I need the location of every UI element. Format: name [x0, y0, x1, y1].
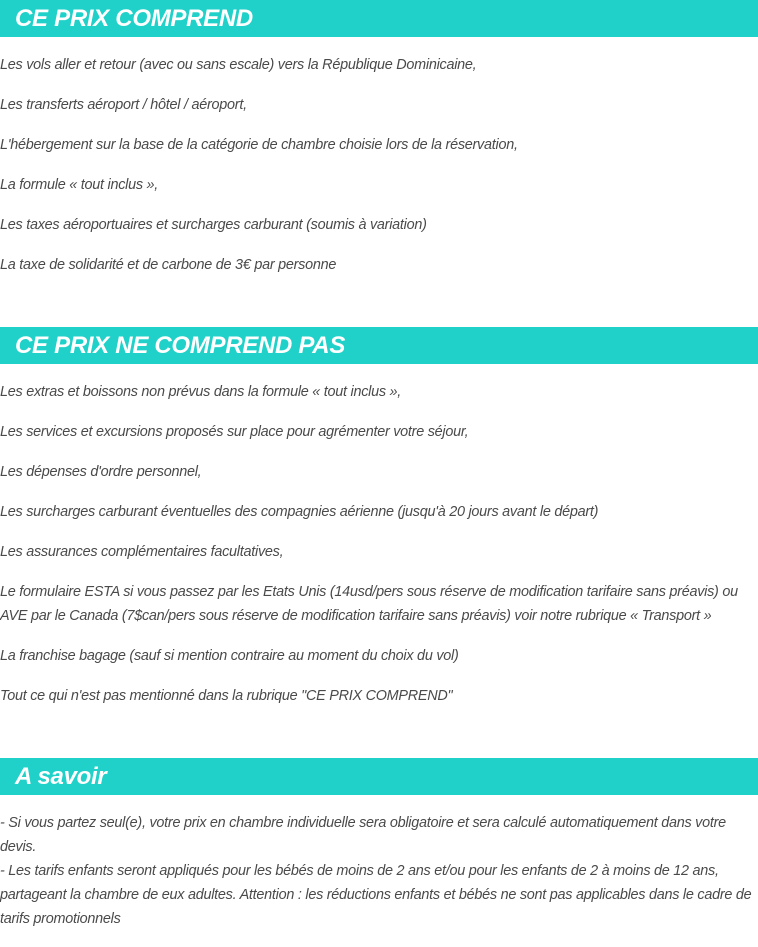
info-paragraph: - Si vous partez seul(e), votre prix en chambre individuelle sera obligatoire et sera calculé automatiquement dans votre devis. — [0, 815, 726, 855]
excluded-item: Les assurances complémentaires facultatives, — [0, 544, 284, 560]
included-item: L'hébergement sur la base de la catégorie de chambre choisie lors de la réservation, — [0, 137, 518, 153]
included-item: La formule « tout inclus », — [0, 177, 159, 193]
excluded-item: Les services et excursions proposés sur place pour agrémenter votre séjour, — [0, 424, 469, 440]
excluded-item: Les surcharges carburant éventuelles des compagnies aérienne (jusqu'à 20 jours avant le départ) — [0, 504, 599, 520]
info-paragraph: - Les tarifs enfants seront appliqués pour les bébés de moins de 2 ans et/ou pour les enfants de 2 à moins de 12 ans, partageant la chambre de eux adultes. Attention : les réductions enfants et bébés ne sont pas applicables dans le cadre de tarifs promotionnels — [0, 863, 752, 927]
section-header-ce-prix-comprend: CE PRIX COMPREND — [0, 0, 758, 37]
included-item: Les vols aller et retour (avec ou sans escale) vers la République Dominicaine, — [0, 57, 477, 73]
excluded-item: Tout ce qui n'est pas mentionné dans la rubrique "CE PRIX COMPREND" — [0, 688, 453, 704]
included-item: La taxe de solidarité et de carbone de 3€ par personne — [0, 257, 337, 273]
excluded-item: Les dépenses d'ordre personnel, — [0, 464, 202, 480]
included-item: Les taxes aéroportuaires et surcharges carburant (soumis à variation) — [0, 217, 427, 233]
included-item: Les transferts aéroport / hôtel / aéroport, — [0, 97, 247, 113]
section-header-ce-prix-ne-comprend-pas: CE PRIX NE COMPREND PAS — [0, 327, 758, 364]
excluded-item: La franchise bagage (sauf si mention contraire au moment du choix du vol) — [0, 648, 459, 664]
excluded-item: Les extras et boissons non prévus dans la formule « tout inclus », — [0, 384, 402, 400]
excluded-item: Le formulaire ESTA si vous passez par les Etats Unis (14usd/pers sous réserve de modification tarifaire sans préavis) ou AVE par le Canada (7$can/pers sous réserve de modification tarifaire sans préavis) voir notre rubrique « Transport » — [0, 584, 738, 624]
section-header-a-savoir: A savoir — [0, 758, 758, 795]
